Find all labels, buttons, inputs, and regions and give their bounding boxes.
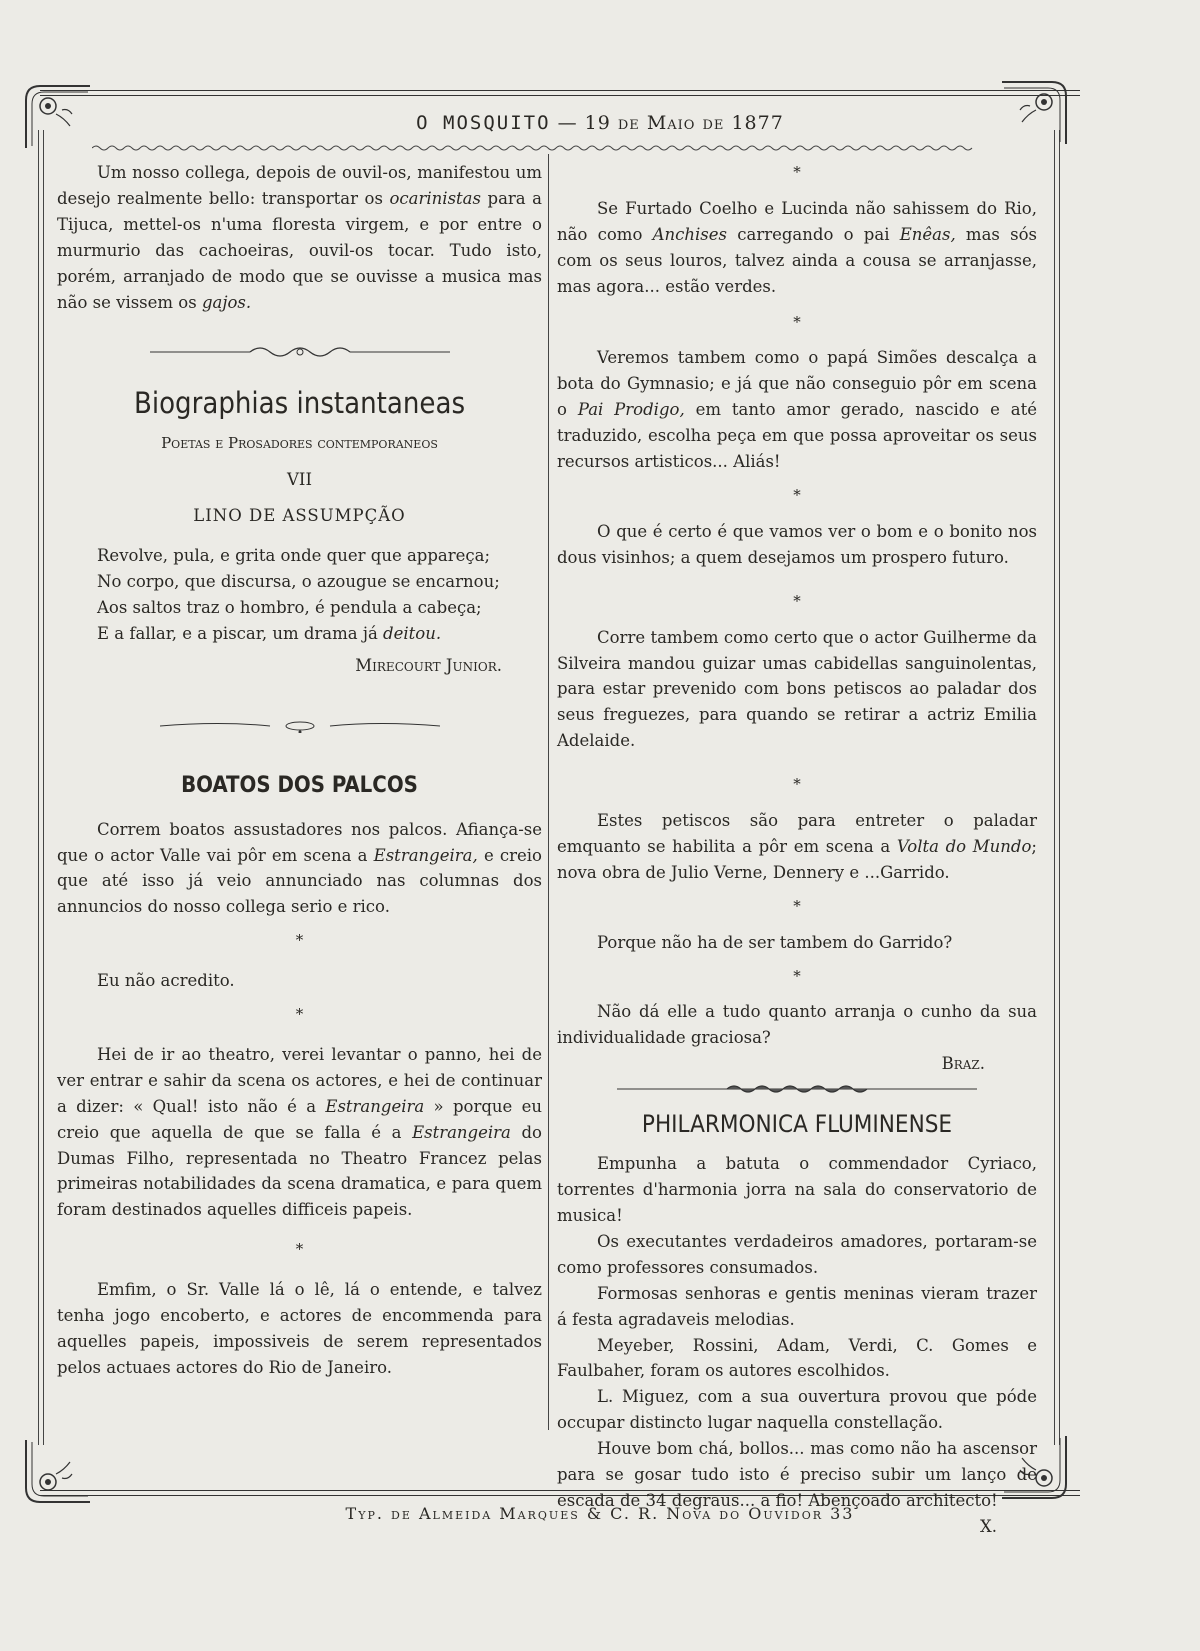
printer-imprint: Typ. de Almeida Marques & C. R. Nova do Ouvidor 33 [345,1504,855,1523]
philarmonica-heading: PHILARMONICA FLUMINENSE [641,1110,953,1139]
poem-line: Revolve, pula, e grita onde quer que appareça; [97,546,491,566]
frame-left-rule [38,130,39,1445]
philarmonica-paragraph: L. Miguez, com a sua ouvertura provou que póde occupar distincto lugar naquella constellação. [557,1387,1037,1433]
philarmonica-paragraph: Empunha a batuta o commendador Cyriaco, torrentes d'harmonia jorra na sala do conservatorio de musica! [557,1154,1037,1225]
boatos-paragraph: Emfim, o Sr. Valle lá o lê, lá o entende, e talvez tenha jogo encoberto, e actores de encommenda para aquelles papeis, impossiveis de serem representados pelos actuaes actores do Rio de Janeiro. [57,1280,542,1377]
frame-right-rule [1059,130,1060,1445]
masthead-wavy-rule [92,144,997,152]
boatos-heading: BOATOS DOS PALCOS [181,772,418,798]
poem-line: E a fallar, e a piscar, um drama já deitou. [97,623,442,643]
issue-date: 19 de Maio de 1877 [584,112,784,134]
boatos-paragraph: Correm boatos assustadores nos palcos. Afiança-se que o actor Valle vai pôr em scena a Estrangeira, e creio que até isso já veio annunciado nas columnas dos annuncios do nosso collega serio e rico. [57,819,542,917]
section-star: * [295,1240,304,1259]
section-star: * [793,485,801,504]
boatos-paragraph: Hei de ir ao theatro, verei levantar o panno, hei de ver entrar e sahir da scena os actores, e hei de continuar a dizer: « Qual! isto não é a Estrangeira » porque eu creio que aquella de que se falla é a Estrangeira do Dumas Filho, representada no Theatro Francez pelas primeiras notabilidades da scena dramatica, e para quem foram destinados aquelles difficeis papeis. [57,1044,543,1220]
section-star: * [793,966,801,985]
masthead-dash: — [550,112,585,134]
frame-right-rule-inner [1054,130,1055,1445]
biographias-heading: Biographias instantaneas [133,386,466,421]
poem [97,543,542,647]
corner-ornament-bottom-left [22,1436,94,1508]
section-star: * [295,1005,304,1024]
section-star: * [793,896,801,915]
frame-left-rule-inner [43,130,44,1445]
intro-paragraph: Um nosso collega, depois de ouvil-os, manifestou um desejo realmente bello: transportar os ocarinistas para a Tijuca, mettel-os n'uma floresta virgem, e por entre o murmurio das cachoeiras, ouvil-os tocar. Tudo isto, porém, arranjado de modo que se ouvisse a musica mas não se vissem os gajos. [57,163,543,312]
philarmonica-paragraph: Meyeber, Rossini, Adam, Verdi, C. Gomes e Faulbaher, foram os autores escolhidos. [557,1335,1037,1381]
philarmonica-paragraph: Os executantes verdadeiros amadores, portaram-se como professores consumados. [557,1231,1037,1277]
section-star: * [793,312,801,331]
gossip-paragraph: Porque não ha de ser tambem do Garrido? [597,932,953,952]
biography-number: VII [287,470,312,490]
gossip-paragraph: Se Furtado Coelho e Lucinda não sahissem do Rio, não como Anchises carregando o pai Enêas, mas sós com os seus louros, talvez ainda a cousa se arranjasse, mas agora... estão verdes. [557,198,1037,296]
section-star: * [793,591,801,610]
gossip-paragraph: Não dá elle a tudo quanto arranja o cunho da sua individualidade graciosa? [557,1002,1037,1048]
biography-name: LINO DE ASSUMPÇÃO [193,506,406,526]
left-column [57,160,542,1381]
philarmonica-paragraph: Formosas senhoras e gentis meninas vieram trazer á festa agradaveis melodias. [557,1283,1037,1329]
poem-line: No corpo, que discursa, o azougue se encarnou; [97,572,500,592]
section-star: * [793,775,801,794]
gossip-signature: Braz. [941,1054,985,1074]
gossip-paragraph: Veremos tambem como o papá Simões descalça a bota do Gymnasio; e já que não conseguio pôr em scena o Pai Prodigo, em tanto amor gerado, nascido e até traduzido, escolha peça em que possa aproveitar os seus recursos artisticos... Aliás! [557,348,1037,472]
ornamental-divider [57,719,542,733]
section-star: * [793,163,801,181]
biography-signature: Mirecourt Junior. [355,655,502,675]
philarmonica-signature: X. [980,1516,997,1536]
section-star: * [295,931,304,950]
newspaper-title: O MOSQUITO [416,112,551,134]
gossip-paragraph: Estes petiscos são para entreter o paladar emquanto se habilita a pôr em scena a Volta do Mundo; nova obra de Julio Verne, Dennery e ...Garrido. [557,811,1037,882]
biographias-subheading: Poetas e Prosadores contemporaneos [161,434,438,453]
column-divider [548,154,549,1430]
gossip-paragraph: O que é certo é que vamos ver o bom e o bonito nos dous visinhos; a quem desejamos um prospero futuro. [557,521,1037,567]
right-column [557,160,1037,1540]
ornamental-divider [557,1083,1037,1095]
boatos-paragraph: Eu não acredito. [97,971,235,991]
philarmonica-paragraph: Houve bom chá, bollos... mas como não ha ascensor para se gosar tudo isto é preciso subir um lanço de escada de 34 degraus... a fio! Abençoado architecto! [557,1439,1037,1510]
poem-line: Aos saltos traz o hombro, é pendula a cabeça; [97,597,482,617]
masthead [0,112,1200,134]
ornamental-divider [57,345,542,359]
gossip-paragraph: Corre tambem como certo que o actor Guilherme da Silveira mandou guizar umas cabidellas sanguinolentas, para estar prevenido com bons petiscos ao paladar dos seus freguezes, para quando se retirar a actriz Emilia Adelaide. [557,627,1037,751]
